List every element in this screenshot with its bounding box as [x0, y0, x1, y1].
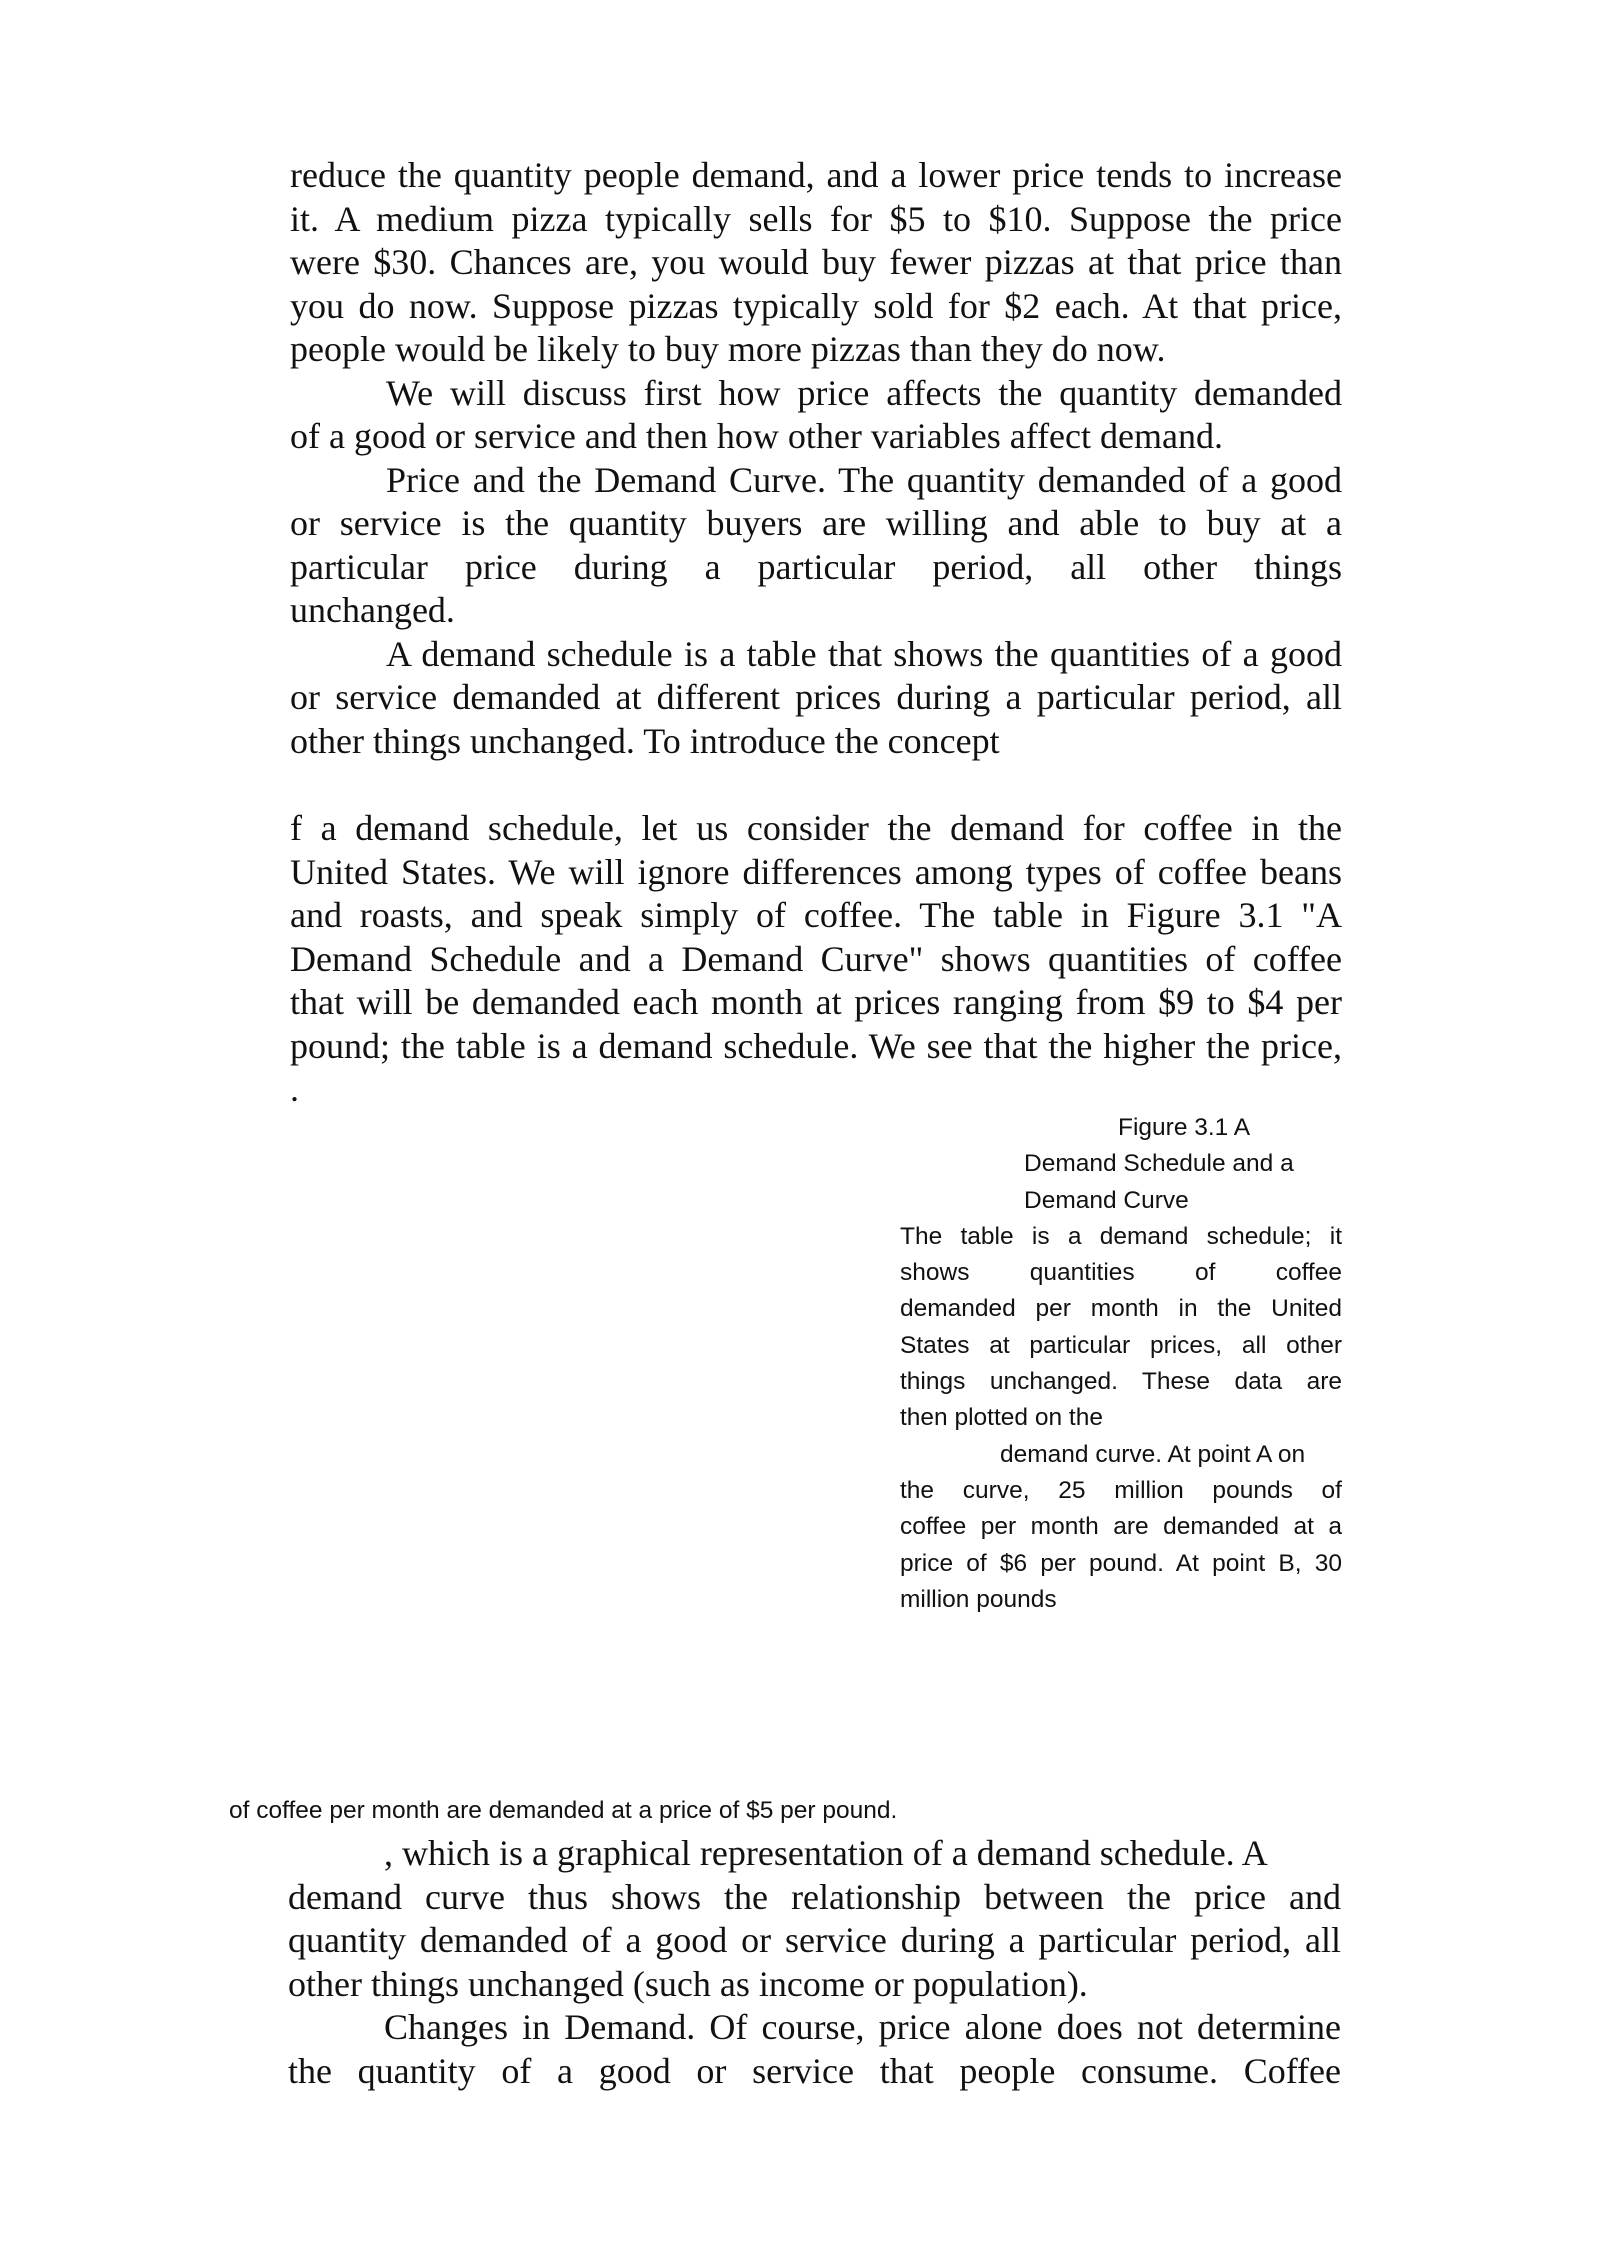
text-line: Changes in Demand. Of course, price alone does not determine: [384, 2007, 1341, 2047]
caption-line: the curve, 25 million pounds of: [900, 1476, 1342, 1504]
text-line: you do now. Suppose pizzas typically sold for $2 each. At that price,: [290, 285, 1342, 326]
figure-title-line: Figure 3.1 A: [1118, 1114, 1251, 1141]
text-line: unchanged.: [290, 590, 455, 630]
caption-line: demand curve. At point A on: [1000, 1440, 1306, 1468]
caption-line: of coffee per month are demanded at a price of $5 per pound.: [229, 1797, 898, 1824]
text-line: quantity demanded of a good or service during a particular period, all: [288, 1920, 1341, 1960]
figure-title-line: Demand Schedule and a: [1024, 1150, 1294, 1178]
caption-line: million pounds: [900, 1585, 1057, 1613]
text-line: , which is a graphical representation of a demand schedule. A: [384, 1833, 1268, 1873]
caption-line: things unchanged. These data are: [900, 1368, 1342, 1396]
caption-line: price of $6 per pound. At point B, 30: [900, 1549, 1342, 1577]
text-line: Demand Schedule and a Demand Curve" shows quantities of coffee: [290, 938, 1342, 979]
text-line: other things unchanged. To introduce the concept: [290, 720, 1000, 761]
text-line: particular price during a particular period, all other things: [290, 546, 1342, 587]
caption-line: shows quantities of coffee: [900, 1259, 1342, 1287]
body-text-middle: [290, 807, 1342, 1112]
text-line: that will be demanded each month at prices ranging from $9 to $4 per: [290, 982, 1342, 1022]
caption-line: then plotted on the: [900, 1404, 1103, 1432]
text-line: United States. We will ignore differences among types of coffee beans: [290, 851, 1342, 892]
text-line: pound; the table is a demand schedule. We see that the higher the price,: [290, 1025, 1342, 1066]
figure-caption: [900, 1110, 1342, 1618]
text-line: of a good or service and then how other variables affect demand.: [290, 416, 1223, 456]
text-line: demand curve thus shows the relationship between the price and: [288, 1876, 1341, 1917]
figure-title-line: Demand Curve: [1024, 1186, 1189, 1214]
caption-line: States at particular prices, all other: [900, 1331, 1342, 1359]
body-text-top: [290, 154, 1342, 763]
figure-caption-continuation: [229, 1793, 1129, 1829]
caption-line: The table is a demand schedule; it: [900, 1222, 1342, 1250]
text-line: other things unchanged (such as income or population).: [288, 1963, 1088, 2004]
text-line: or service is the quantity buyers are willing and able to buy at a: [290, 503, 1342, 543]
text-line: people would be likely to buy more pizzas than they do now.: [290, 329, 1166, 369]
text-line: the quantity of a good or service that people consume. Coffee: [288, 2050, 1341, 2091]
text-line: f a demand schedule, let us consider the demand for coffee in the: [290, 808, 1342, 848]
text-line: We will discuss first how price affects the quantity demanded: [386, 372, 1342, 413]
text-line: Price and the Demand Curve. The quantity demanded of a good: [386, 459, 1342, 500]
text-line: were $30. Chances are, you would buy fewer pizzas at that price than: [290, 242, 1342, 282]
text-line: and roasts, and speak simply of coffee. The table in Figure 3.1 "A: [290, 895, 1342, 935]
body-text-bottom: [288, 1832, 1341, 2093]
text-line: reduce the quantity people demand, and a lower price tends to increase: [290, 155, 1342, 195]
caption-line: demanded per month in the United: [900, 1295, 1342, 1323]
text-line: or service demanded at different prices during a particular period, all: [290, 677, 1342, 717]
text-line: .: [290, 1069, 299, 1109]
caption-line: coffee per month are demanded at a: [900, 1513, 1342, 1541]
text-line: it. A medium pizza typically sells for $5 to $10. Suppose the price: [290, 198, 1342, 239]
text-line: A demand schedule is a table that shows the quantities of a good: [386, 633, 1342, 674]
